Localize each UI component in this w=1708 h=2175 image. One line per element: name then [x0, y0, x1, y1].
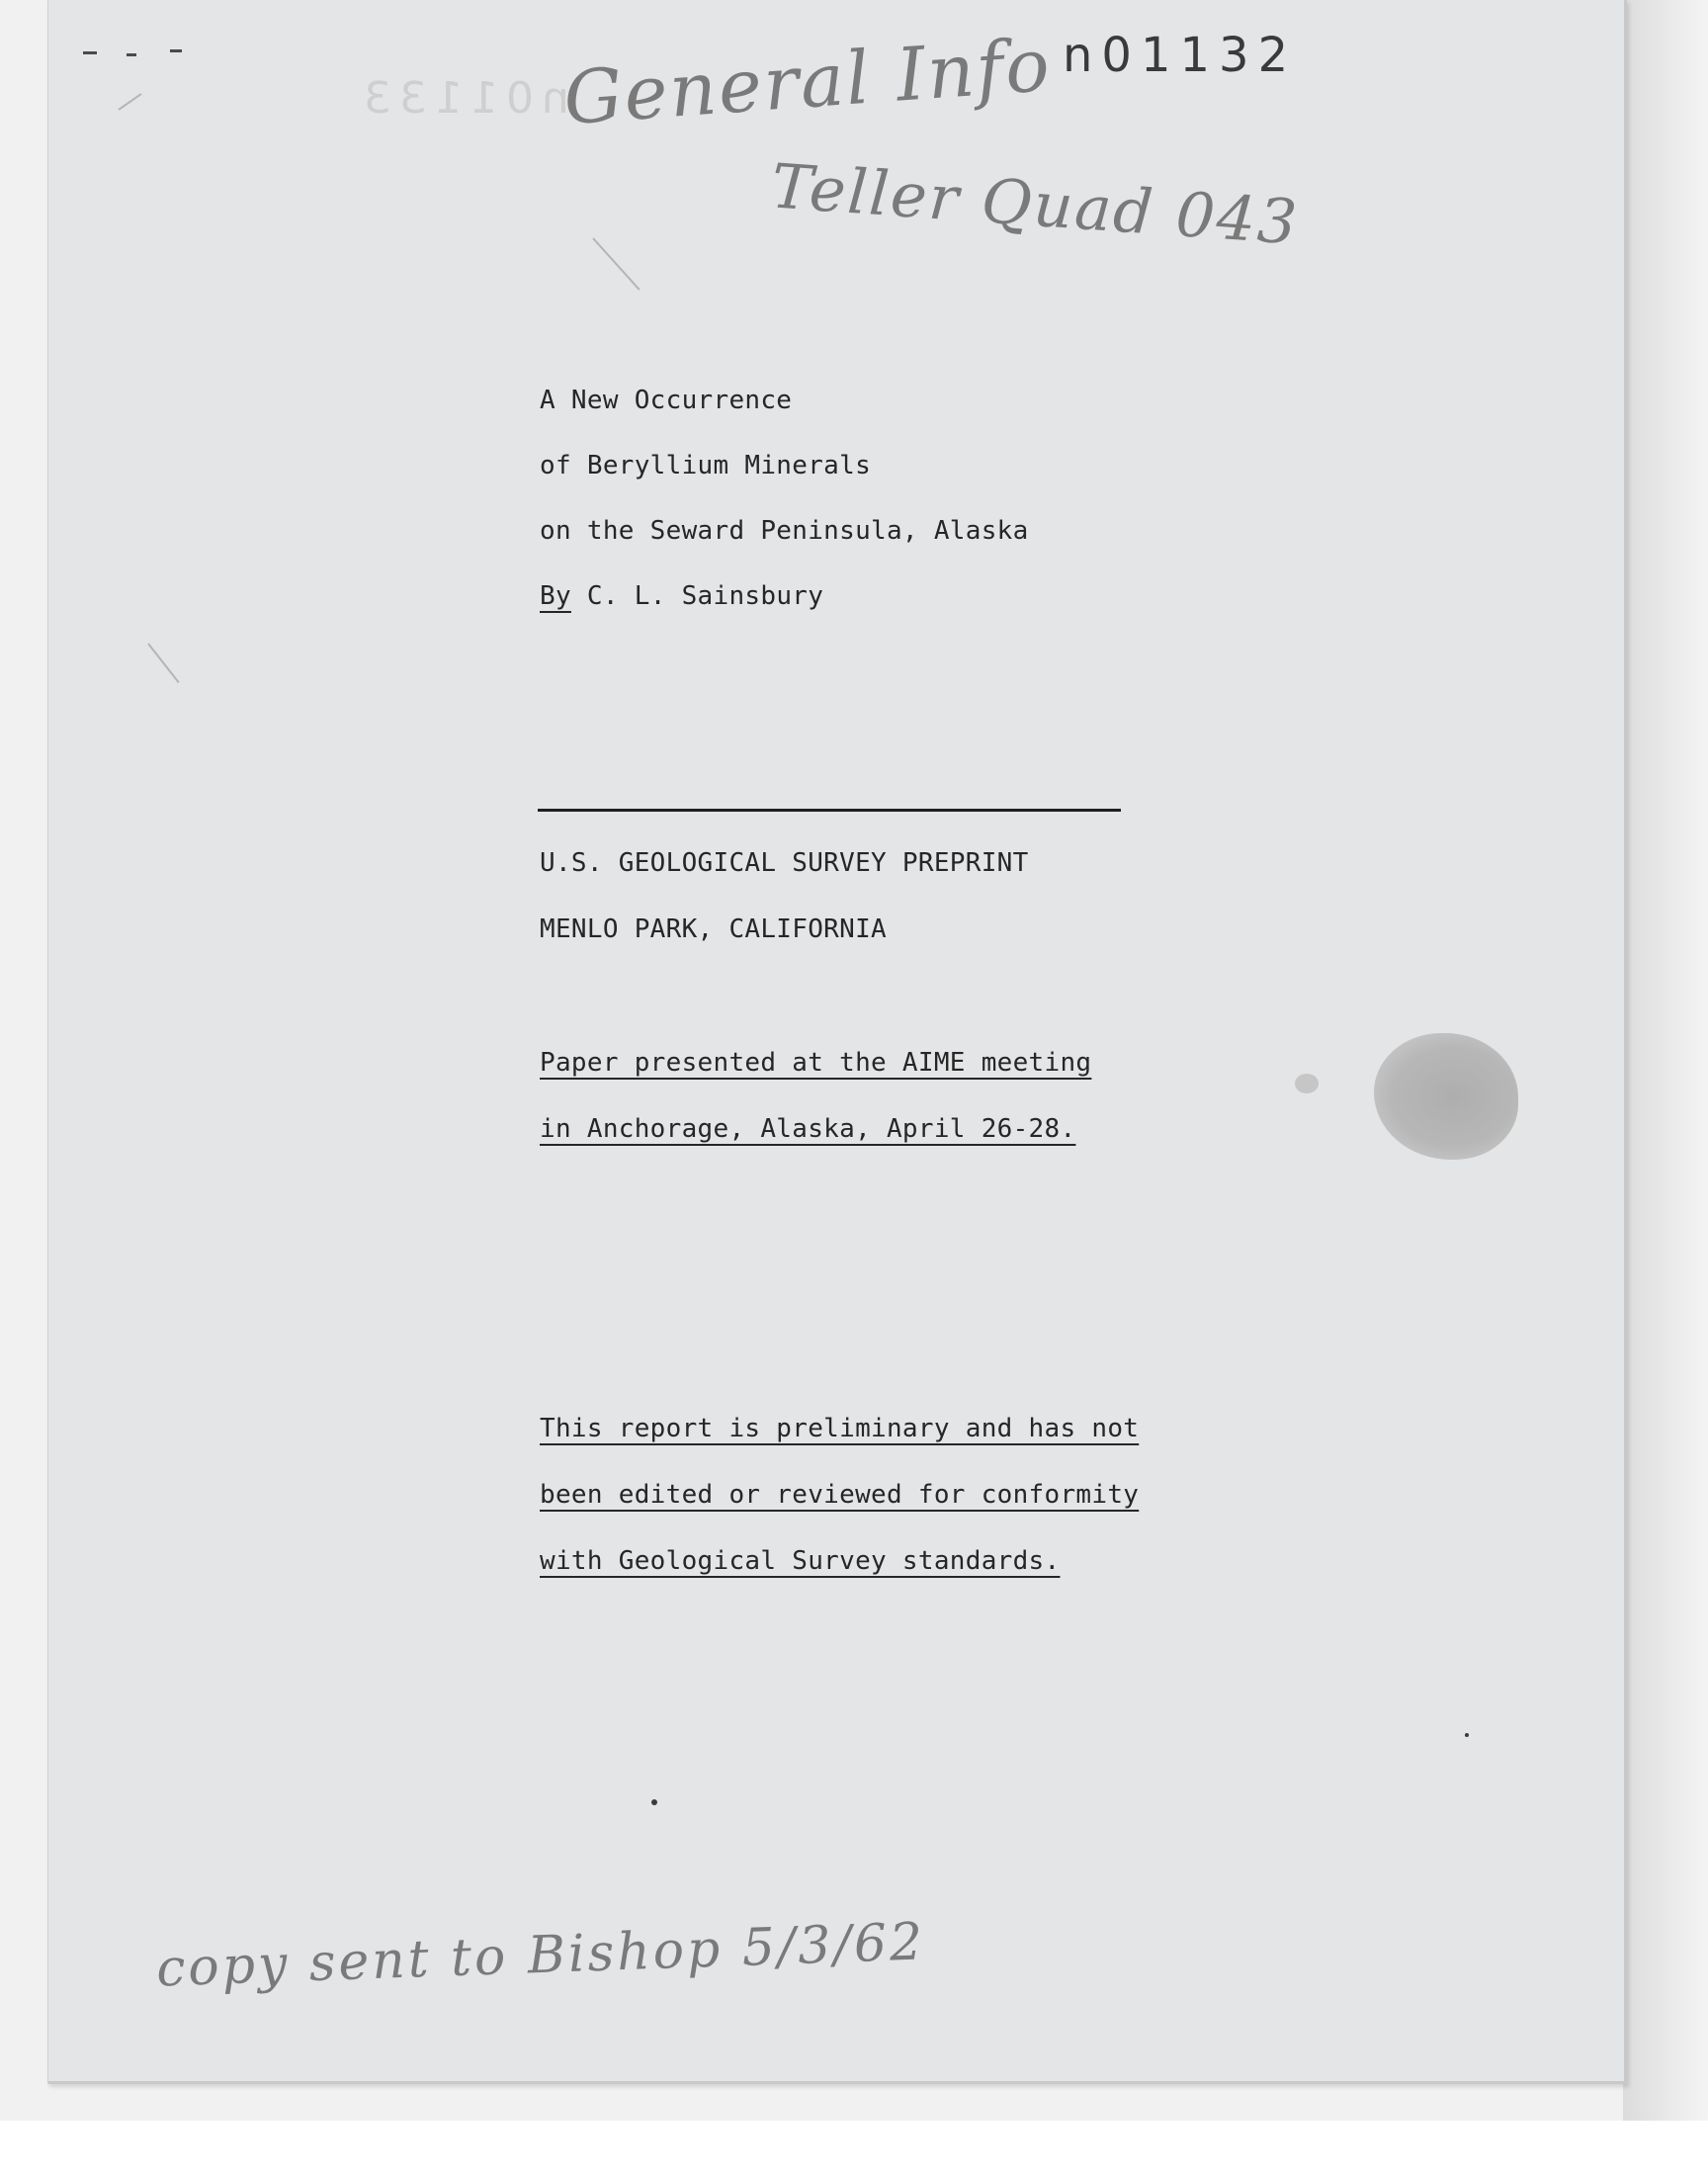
scanner-edge-shade [1623, 0, 1708, 2121]
disclaimer-line-1: This report is preliminary and has not [540, 1414, 1140, 1443]
presentation-line-2: in Anchorage, Alaska, April 26-28. [540, 1114, 1076, 1144]
publisher-line-1: U.S. GEOLOGICAL SURVEY PREPRINT [540, 848, 1029, 878]
scan-bottom-margin [0, 2121, 1708, 2175]
title-line-1: A New Occurrence [540, 386, 793, 415]
corner-speck [170, 49, 182, 52]
corner-speck [83, 51, 97, 54]
bleed-through-number: n01133 [356, 73, 569, 124]
handwritten-copy-note: copy sent to Bishop 5/3/62 [155, 1912, 927, 1999]
divider-rule [538, 809, 1121, 812]
title-line-3: on the Seward Peninsula, Alaska [540, 516, 1029, 546]
byline-by: By [540, 581, 571, 611]
byline-author: C. L. Sainsbury [570, 581, 824, 611]
publisher-line-2: MENLO PARK, CALIFORNIA [540, 914, 887, 944]
stray-dot [651, 1799, 657, 1805]
disclaimer-line-2: been edited or reviewed for conformity [540, 1480, 1140, 1510]
handwritten-category: General Info [560, 22, 1055, 142]
title-line-2: of Beryllium Minerals [540, 451, 872, 480]
byline [540, 581, 823, 611]
document-stamp-number: n01132 [1063, 28, 1298, 83]
disclaimer-line-3: with Geological Survey standards. [540, 1546, 1061, 1576]
corner-speck [127, 53, 136, 56]
handwritten-quad: Teller Quad 043 [769, 149, 1302, 259]
stray-dot [1465, 1733, 1469, 1737]
document-page [47, 0, 1627, 2084]
small-stain [1295, 1074, 1319, 1093]
presentation-line-1: Paper presented at the AIME meeting [540, 1048, 1092, 1078]
